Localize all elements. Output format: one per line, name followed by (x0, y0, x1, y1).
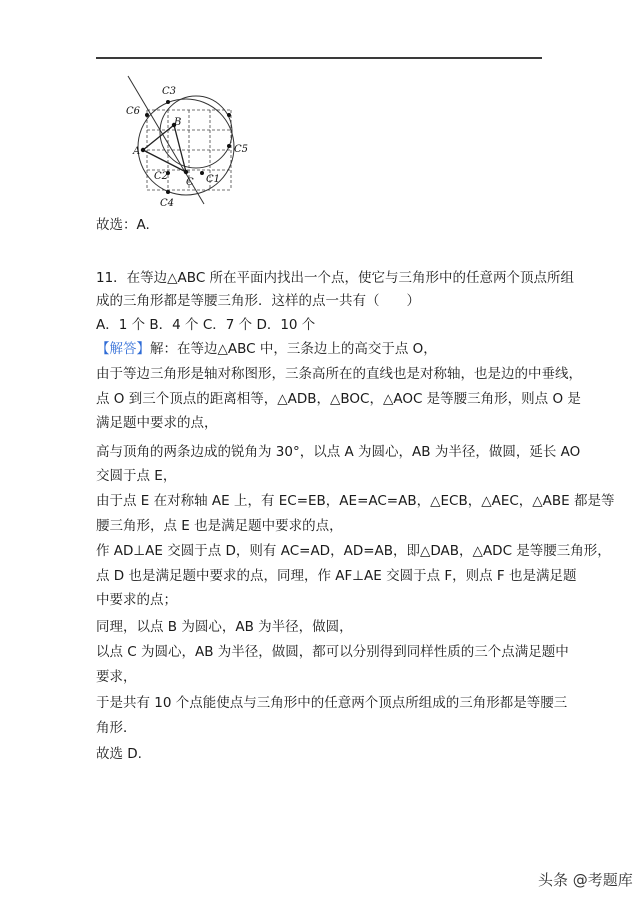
solution-line-2: 由于等边三角形是轴对称图形，三条高所在的直线也是对称轴，也是边的中垂线， (96, 366, 582, 382)
previous-answer: 故选：A. (96, 217, 150, 233)
final-answer: 故选 D. (96, 746, 142, 762)
label-b: B (174, 117, 182, 128)
question-line-2: 成的三角形都是等腰三角形．这样的点一共有（ ） (96, 293, 420, 309)
circle-right (160, 96, 232, 168)
watermark (538, 869, 633, 890)
solution-line-1-text: 解：在等边△ABC 中，三条边上的高交于点 O， (150, 341, 437, 357)
question-options: A．1 个 B．4 个 C．7 个 D．10 个 (96, 317, 316, 333)
solution-line-5: 高与顶角的两条边成的锐角为 30°，以点 A 为圆心，AB 为半径，做圆，延长 AO (96, 444, 581, 460)
solution-line-6: 交圆于点 E， (96, 468, 177, 484)
solution-line-9: 作 AD⊥AE 交圆于点 D，则有 AC=AD，AD=AB，即△DAB，△ADC 是等腰三角形， (96, 543, 611, 559)
label-c3: C3 (162, 86, 177, 97)
solution-line-3: 点 O 到三个顶点的距离相等，△ADB，△BOC，△AOC 是等腰三角形，则点 O 是 (96, 391, 581, 407)
question-line-1: 11．在等边△ABC 所在平面内找出一个点，使它与三角形中的任意两个顶点所组 (96, 270, 575, 286)
solution-line-15: 于是共有 10 个点能使点与三角形中的任意两个顶点所组成的三角形都是等腰三 (96, 695, 568, 711)
solution-line-1 (96, 339, 437, 359)
solution-line-8: 腰三角形，点 E 也是满足题中要求的点， (96, 518, 343, 534)
header-rule (96, 57, 542, 59)
watermark-text: 头条 @考题库 (538, 871, 633, 889)
label-c4: C4 (160, 198, 175, 209)
label-c1: C1 (206, 174, 221, 185)
label-c6: C6 (126, 106, 141, 117)
solution-line-11: 中要求的点； (96, 592, 177, 608)
label-c5: C5 (234, 144, 249, 155)
solution-line-16: 角形． (96, 720, 137, 736)
geometry-figure (96, 72, 266, 212)
label-a: A (133, 146, 141, 157)
solution-line-10: 点 D 也是满足题中要求的点，同理，作 AF⊥AE 交圆于点 F，则点 F 也是满足题 (96, 568, 577, 584)
label-c2: C2 (154, 171, 169, 182)
solution-tag: 【解答】 (96, 341, 150, 357)
solution-line-14: 要求， (96, 669, 137, 685)
solution-line-7: 由于点 E 在对称轴 AE 上，有 EC=EB，AE=AC=AB，△ECB，△AEC，△ABE 都是等 (96, 493, 615, 509)
label-c: C (186, 177, 194, 188)
solution-line-13: 以点 C 为圆心，AB 为半径，做圆，都可以分别得到同样性质的三个点满足题中 (96, 644, 569, 660)
solution-line-4: 满足题中要求的点， (96, 415, 218, 431)
solution-line-12: 同理，以点 B 为圆心，AB 为半径，做圆， (96, 619, 353, 635)
